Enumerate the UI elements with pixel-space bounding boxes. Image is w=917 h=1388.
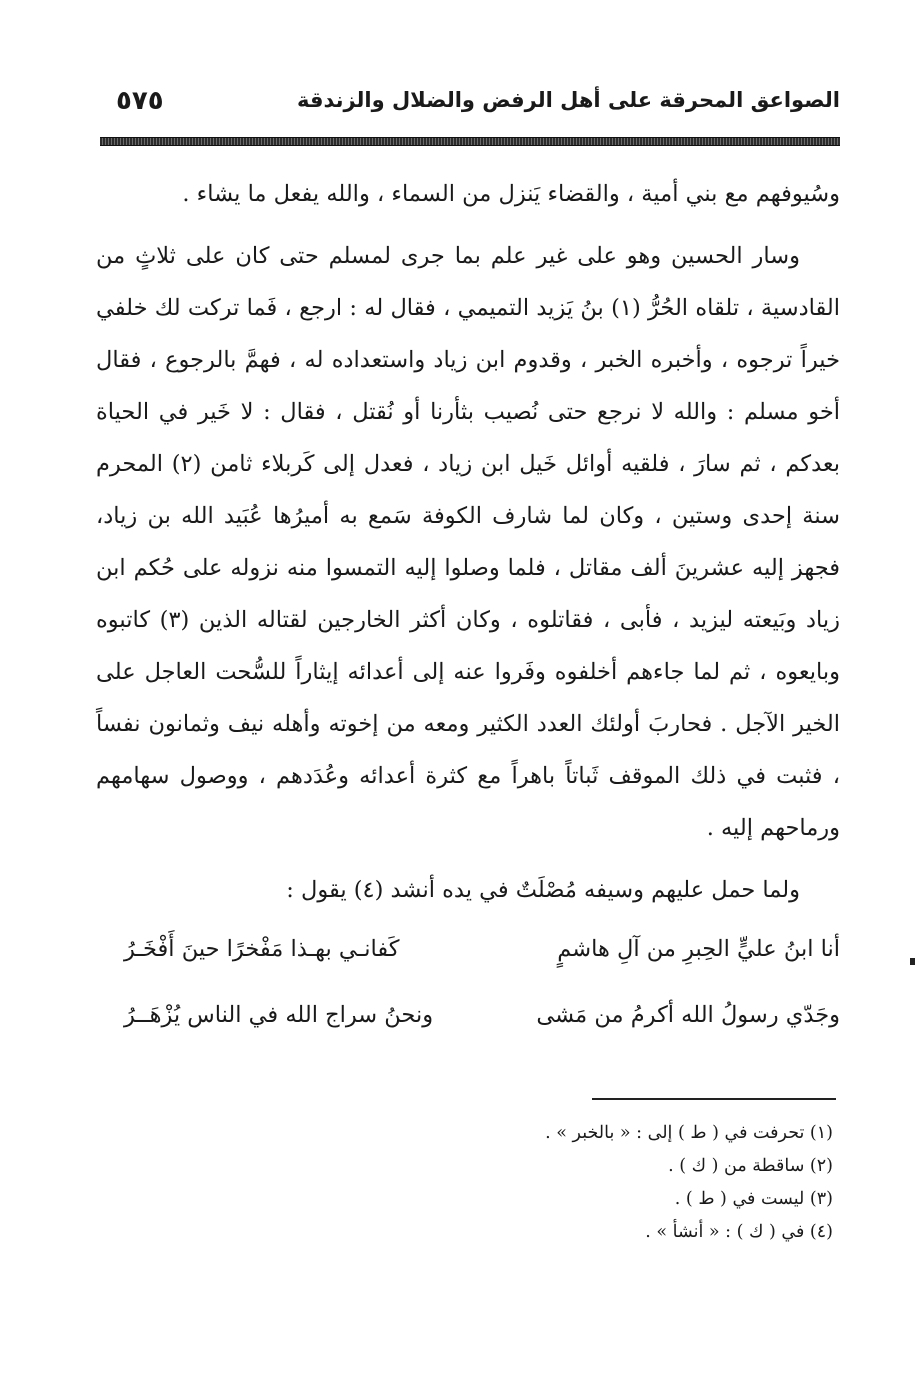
footnote: (٤) في ( ك ) : « أنشأ » .: [645, 1222, 833, 1242]
poem-second-hemistich: كَفانـي بهـذا مَفْخرًا حينَ أَفْخَـرُ: [124, 936, 400, 962]
poem-second-hemistich: ونحنُ سراج الله في الناس يُزْهَــرُ: [124, 1002, 434, 1028]
footnote: (٢) ساقطة من ( ك ) .: [668, 1156, 833, 1176]
footnote-separator: [592, 1098, 836, 1100]
page-header: [100, 86, 840, 126]
poem-first-hemistich: أنا ابنُ عليٍّ الحِبرِ من آلِ هاشمٍ: [557, 936, 840, 962]
margin-mark: [910, 958, 915, 965]
paragraph-2: وسار الحسين وهو على غير علم بما جرى لمسلم حتى كان على ثلاثٍ من القادسية ، تلقاه الحُرُّ (١) بنُ يَزيد التميمي ، فقال له : ارجع ، فَما تركت لك خلفي خيراً ترجوه ، وأخبره الخبر ، وقدوم ابن زياد واستعداده له ، فهمَّ بالرجوع ، فقال أخو مسلم : والله لا نرجع حتى نُصيب بثأرنا أو نُقتل ، فقال : لا خَير في الحياة بعدكم ، ثم سارَ ، فلقيه أوائل خَيل ابن زياد ، فعدل إلى كَربلاء ثامن (٢) المحرم سنة إحدى وستين ، وكان لما شارف الكوفة سَمع به أميرُها عُبَيد الله بن زياد، فجهز إليه عشرينَ ألف مقاتل ، فلما وصلوا إليه التمسوا منه نزوله على حُكم ابن زياد وبَيعته ليزيد ، فأبى ، فقاتلوه ، وكان أكثر الخارجين لقتاله الذين (٣) كاتبوه وبايعوه ، ثم لما جاءهم أخلفوه وفَروا عنه إلى أعدائه إيثاراً للسُّحت العاجل على الخير الآجل . فحاربَ أولئك العدد الكثير ومعه من إخوته وأهله نيف وثمانون نفساً ، فثبت في ذلك الموقف ثَباتاً باهراً مع كثرة أعدائه وعُدَدهم ، ووصول سهامهم ورماحهم إليه .: [96, 243, 841, 841]
footnote: (٣) ليست في ( ط ) .: [674, 1189, 833, 1209]
running-title: الصواعق المحرقة على أهل الرفض والضلال والزندقة: [296, 88, 840, 112]
footnote: (١) تحرفت في ( ط ) إلى : « بالخبر » .: [545, 1123, 833, 1143]
main-text: [96, 168, 840, 916]
paragraph-3: ولما حمل عليهم وسيفه مُصْلَتٌ في يده أنشد (٤) يقول :: [286, 877, 800, 903]
poem-verse: [96, 994, 840, 1060]
poem: [96, 928, 840, 1060]
poem-first-hemistich: وجَدّي رسولُ الله أكرمُ من مَشى: [536, 1002, 840, 1028]
poem-verse: [96, 928, 840, 994]
header-rule: [100, 137, 840, 146]
page-number: ٥٧٥: [116, 86, 164, 116]
footnotes: [433, 1117, 833, 1249]
paragraph-1: وسُيوفهم مع بني أمية ، والقضاء يَنزل من السماء ، والله يفعل ما يشاء .: [182, 181, 840, 207]
